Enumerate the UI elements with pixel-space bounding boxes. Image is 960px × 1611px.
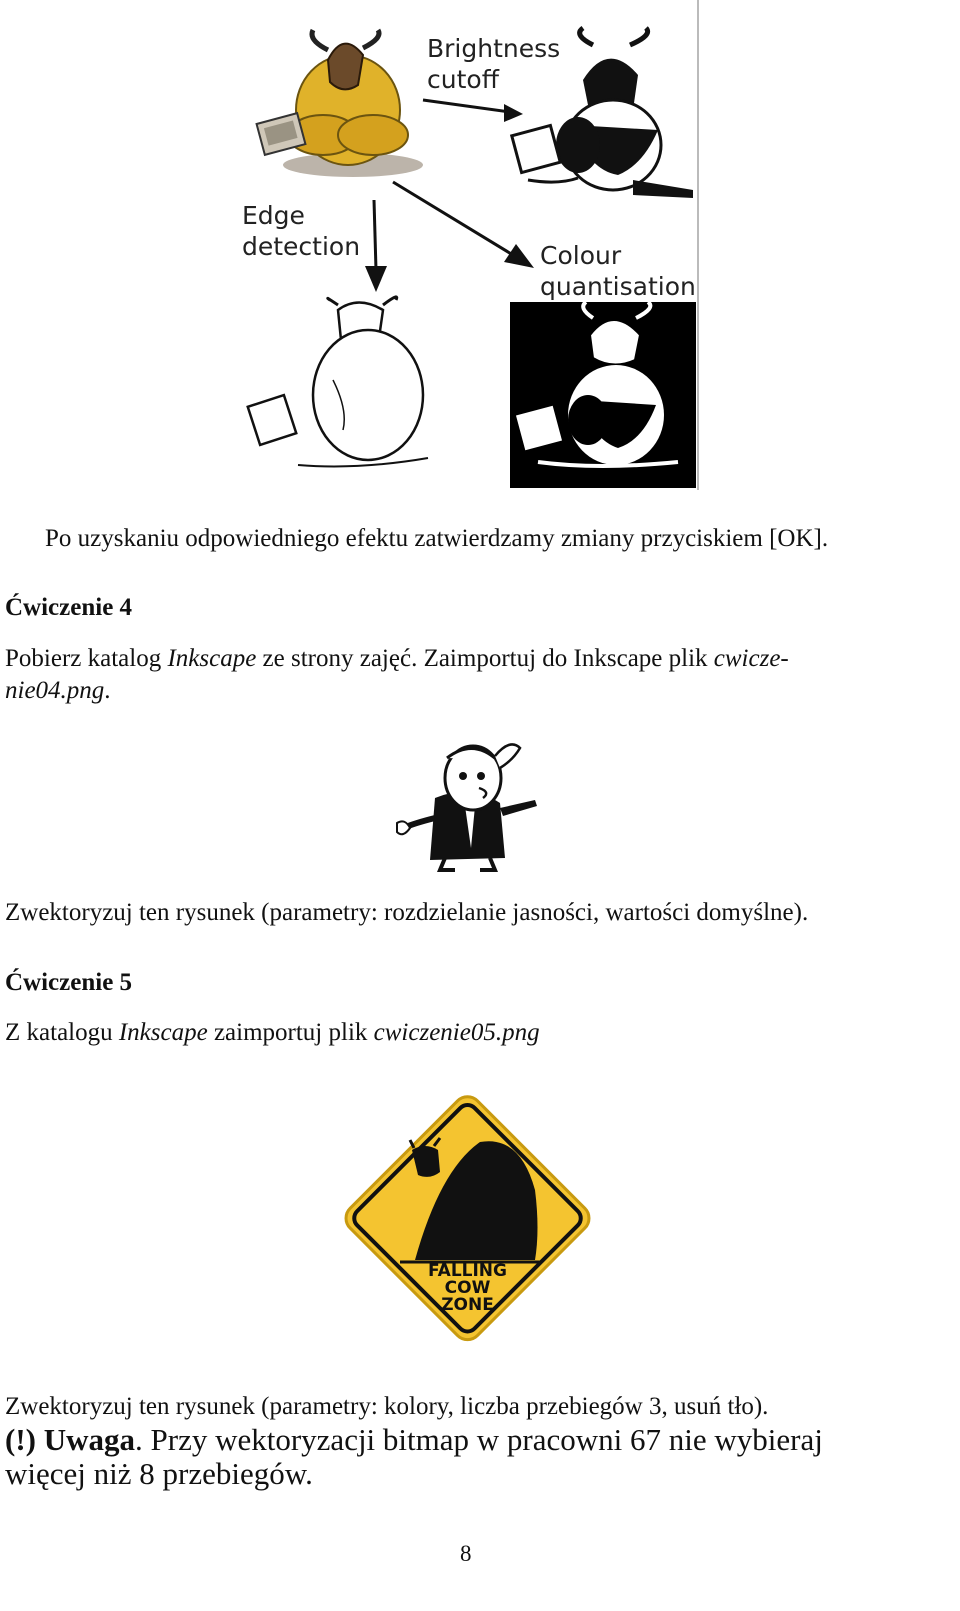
gnu-edge-image xyxy=(248,297,428,467)
cartoon-man-svg xyxy=(395,728,545,873)
exercise-5-instruction: Zwektoryzuj ten rysunek (parametry: kolory, liczba przebiegów 3, usuń tło). xyxy=(5,1393,769,1420)
label-edge-detection xyxy=(242,200,360,263)
page-number: 8 xyxy=(460,1541,472,1566)
note-text: . Przy wektoryzacji bitmap w pracowni 67 nie wybieraj xyxy=(135,1422,823,1457)
label-colour-quantisation xyxy=(540,240,696,303)
exercise-4-instruction: Zwektoryzuj ten rysunek (parametry: rozdzielanie jasności, wartości domyślne). xyxy=(5,899,809,926)
falling-cow-sign xyxy=(330,1080,605,1355)
note-mark: (!) xyxy=(5,1422,36,1457)
exercise-5-heading: Ćwiczenie 5 xyxy=(5,969,133,996)
paragraph-ok: Po uzyskaniu odpowiedniego efektu zatwierdzamy zmiany przyciskiem [OK]. xyxy=(45,525,829,552)
text-run-italic: cwicze- xyxy=(713,645,789,672)
sign-text-line: ZONE xyxy=(441,1295,494,1315)
note-line1 xyxy=(5,1423,823,1457)
exercise-4-heading: Ćwiczenie 4 xyxy=(5,594,133,621)
label-brightness-line2: cutoff xyxy=(427,65,499,95)
label-colour-line1: Colour xyxy=(540,241,622,270)
note-label: Uwaga xyxy=(43,1422,136,1457)
text-run-italic: Inkscape xyxy=(167,645,257,672)
label-brightness-cutoff xyxy=(427,33,560,96)
label-brightness-line1: Brightness xyxy=(427,34,561,63)
text-run-italic: Inkscape xyxy=(118,1019,208,1046)
label-colour-line2: quantisation xyxy=(540,272,696,302)
gnu-original-image xyxy=(257,30,423,177)
note-line2: więcej niż 8 przebiegów. xyxy=(5,1456,313,1491)
sign-text-line: FALLING xyxy=(428,1261,507,1281)
sign-text xyxy=(330,1263,605,1314)
sign-text-line: COW xyxy=(444,1278,491,1298)
text-run: ze strony zajęć. Zaimportuj do Inkscape plik xyxy=(256,645,714,672)
exercise-4-line2 xyxy=(5,675,111,708)
label-edge-line2: detection xyxy=(242,232,361,262)
cartoon-man-image xyxy=(395,728,545,873)
gnu-quantisation-image xyxy=(510,302,696,488)
exercise-4-line1 xyxy=(5,643,789,676)
text-run: zaimportuj plik xyxy=(207,1019,374,1046)
text-run-italic: nie04.png xyxy=(5,677,105,704)
label-edge-line1: Edge xyxy=(242,201,305,230)
text-run: . xyxy=(104,677,111,704)
exercise-5-line xyxy=(5,1017,540,1050)
text-run: Pobierz katalog xyxy=(5,645,168,672)
text-run: Z katalogu xyxy=(5,1019,119,1046)
text-run-italic: cwiczenie05.png xyxy=(373,1019,540,1046)
